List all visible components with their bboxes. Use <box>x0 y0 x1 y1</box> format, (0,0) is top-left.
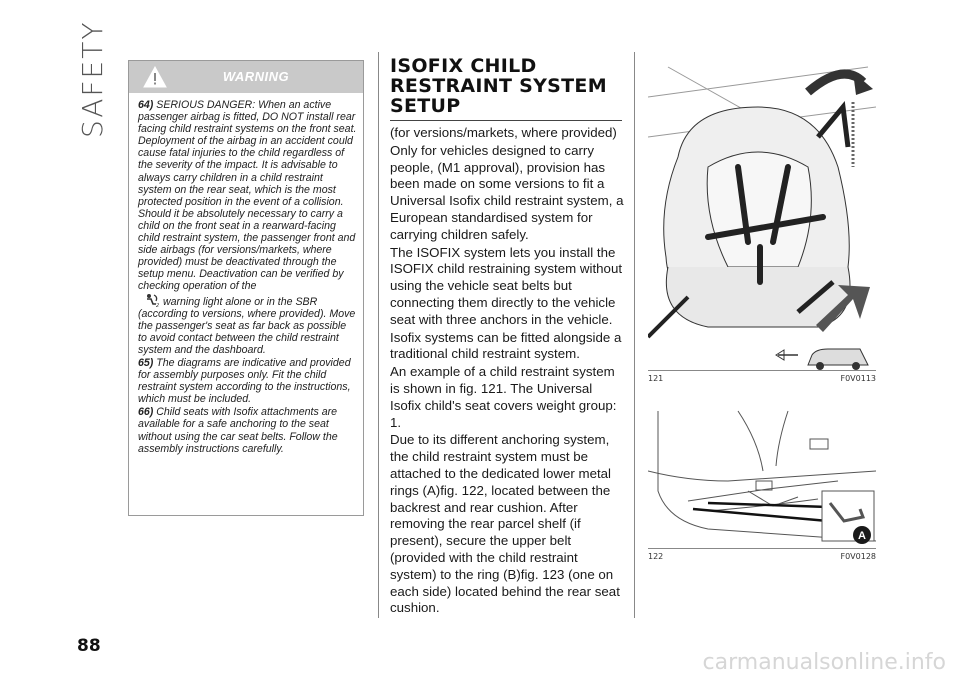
warning-item-number: 65) <box>138 356 154 369</box>
body-paragraph: (for versions/markets, where provided) <box>390 125 617 140</box>
warning-item-text: SERIOUS DANGER: When an active passenger airbag is fitted, DO NOT install rear facing child restraint systems on the front seat. Deployment of the airbag in an accident could cause fatal injuries to the child regardless of the severity of the impact. It is advisable to always carry children in a child restraint system on the rear seat, which is the most protected position in the event of a collision. Should it be absolutely necessary to carry a child on the front seat in a rearward-facing child restraint system, the passenger front and side airbags (for versions/markets, where provided) must be deactivated through the setup menu. Deactivation can be verified by checking operation of the <box>138 99 357 293</box>
section-side-title <box>76 20 116 146</box>
body-paragraph: Only for vehicles designed to carry people, (M1 approval), provision has been made on some versions to fit a Universal Isofix child restraint system, a European standardised system for carrying children safely. <box>390 142 624 242</box>
section-body <box>390 125 626 618</box>
figure-code: F0V0113 <box>840 374 876 383</box>
section-title: ISOFIX CHILD RESTRAINT SYSTEM SETUP <box>390 56 622 121</box>
side-title-text: SAFETY <box>76 20 109 138</box>
warning-item-number: 66) <box>138 406 154 419</box>
warning-item-text: Child seats with Isofix attachments are available for a safe anchoring to the seat without using the car seat belts. Follow the assembly instructions carefully. <box>138 406 338 455</box>
warning-body <box>129 93 363 455</box>
body-paragraph: Isofix systems can be fitted alongside a traditional child restraint system. <box>390 329 622 362</box>
column-divider <box>378 52 379 618</box>
page-number: 88 <box>77 636 101 656</box>
figure-121-caption <box>648 370 876 383</box>
body-paragraph: Due to its different anchoring system, the child restraint system must be attached to the dedicated lower metal rings (A)fig. 122, located between the backrest and rear cushion. After removing the rear parcel shelf (if present), secure the upper belt (provided with the child restraint system) to the ring (B)fig. 123 (one on each side) located behind the rear seat cushion. <box>390 432 620 616</box>
warning-item-64 <box>138 99 357 356</box>
figure-122-caption <box>648 548 876 561</box>
warning-item-text: The diagrams are indicative and provided for assembly purposes only. Fit the child restraint system according to the instructions, which must be included. <box>138 356 351 406</box>
warning-item-number: 64) <box>138 99 154 111</box>
passenger-airbag-off-icon <box>144 293 160 307</box>
warning-title: WARNING <box>222 69 290 84</box>
body-paragraph: The ISOFIX system lets you install the ISOFIX child restraining system without using the vehicle seat belts but connecting them directly to the vehicle seat with three anchors in the vehicle. <box>390 244 623 327</box>
vehicle-icon <box>808 349 868 370</box>
figure-number: 122 <box>648 552 664 561</box>
warning-item-text-continued: warning light alone or in the SBR (according to versions, where provided). Move the passenger's seat as far back as possible to avoid contact between the child restraint system and the dashboard. <box>138 295 356 356</box>
site-watermark: carmanualsonline.info <box>702 650 946 675</box>
warning-item-66 <box>138 406 357 454</box>
figure-code: F0V0128 <box>840 552 876 561</box>
warning-header <box>129 61 363 93</box>
callout-a-label: A <box>858 530 866 542</box>
figure-121-isofix-child-seat <box>648 58 876 386</box>
svg-text:2: 2 <box>156 302 160 307</box>
figure-number: 121 <box>648 374 664 383</box>
column-divider <box>634 52 635 618</box>
warning-item-65 <box>138 357 357 405</box>
figure-122-isofix-anchor-rings <box>648 400 876 570</box>
body-paragraph: An example of a child restraint system is shown in fig. 121. The Universal Isofix child's seat covers weight group: 1. <box>390 364 617 430</box>
warning-box <box>128 60 364 516</box>
